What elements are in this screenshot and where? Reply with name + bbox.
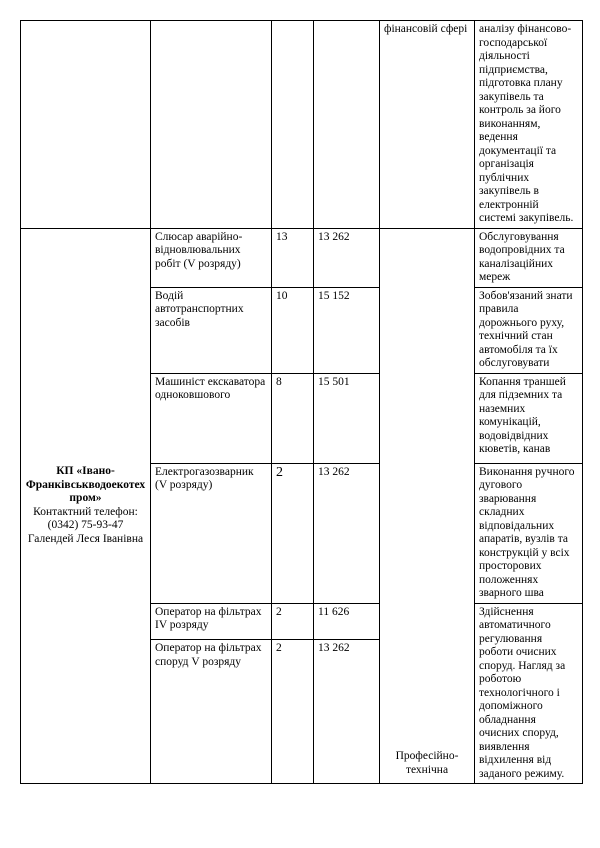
position-cell-empty <box>151 21 272 229</box>
count-cell-empty <box>272 21 314 229</box>
position-cell: Водій автотранспортних засобів <box>151 287 272 373</box>
duties-cell: Здійснення автоматичного регулювання роботи очисних споруд. Нагляд за роботою технологічного і допоміжного обладнання очисних споруд, виявлення відхилення від заданого режиму. <box>475 603 583 784</box>
salary-cell: 13 262 <box>314 640 380 784</box>
table-row-continued <box>21 21 583 229</box>
count-cell: 2 <box>272 603 314 640</box>
salary-cell: 15 501 <box>314 373 380 463</box>
count-cell: 13 <box>272 228 314 287</box>
count-cell: 8 <box>272 373 314 463</box>
phone-label: Контактний телефон: <box>33 505 138 518</box>
table-row <box>21 228 583 287</box>
duties-cell: Виконання ручного дугового зварювання складних відповідальних апаратів, вузлів та конструкцій у всіх просторових положеннях зварного шва <box>475 463 583 603</box>
employer-cell-empty <box>21 21 151 229</box>
count-cell: 10 <box>272 287 314 373</box>
salary-cell: 11 626 <box>314 603 380 640</box>
duties-cell: Копання траншей для підземних та наземних комунікацій, водовідвідних кюветів, канав <box>475 373 583 463</box>
salary-cell: 15 152 <box>314 287 380 373</box>
vacancies-table <box>20 20 583 784</box>
contact-name: Галендей Леся Іванівна <box>27 532 144 545</box>
salary-cell: 13 262 <box>314 228 380 287</box>
salary-cell: 13 262 <box>314 463 380 603</box>
employer-name: КП «Івано-Франківськводоекотех пром» <box>25 465 146 505</box>
duties-cell: Обслуговування водопровідних та каналізаційних мереж <box>475 228 583 287</box>
count-cell: 2 <box>272 463 314 603</box>
education-field-cell: фінансовій сфері <box>380 21 475 229</box>
salary-cell-empty <box>314 21 380 229</box>
position-cell: Слюсар аварійно-відновлювальних робіт (V розряду) <box>151 228 272 287</box>
position-cell: Оператор на фільтрах споруд V розряду <box>151 640 272 784</box>
position-cell: Оператор на фільтрах IV розряду <box>151 603 272 640</box>
position-cell: Електрогазозварник (V розряду) <box>151 463 272 603</box>
duties-cell: Зобов'язаний знати правила дорожнього руху, технічний стан автомобіля та їх обслуговувати <box>475 287 583 373</box>
phone-number: (0342) 75-93-47 <box>47 519 124 532</box>
employer-cell <box>21 228 151 784</box>
position-cell: Машиніст екскаватора одноковшового <box>151 373 272 463</box>
education-type-cell: Професійно-технічна <box>380 228 475 784</box>
duties-cell: аналізу фінансово-господарської діяльності підприємства, підготовка плану закупівель та контроль за його виконанням, ведення документації та організація публічних закупівель в електронній системі закупівель. <box>475 21 583 229</box>
count-cell: 2 <box>272 640 314 784</box>
